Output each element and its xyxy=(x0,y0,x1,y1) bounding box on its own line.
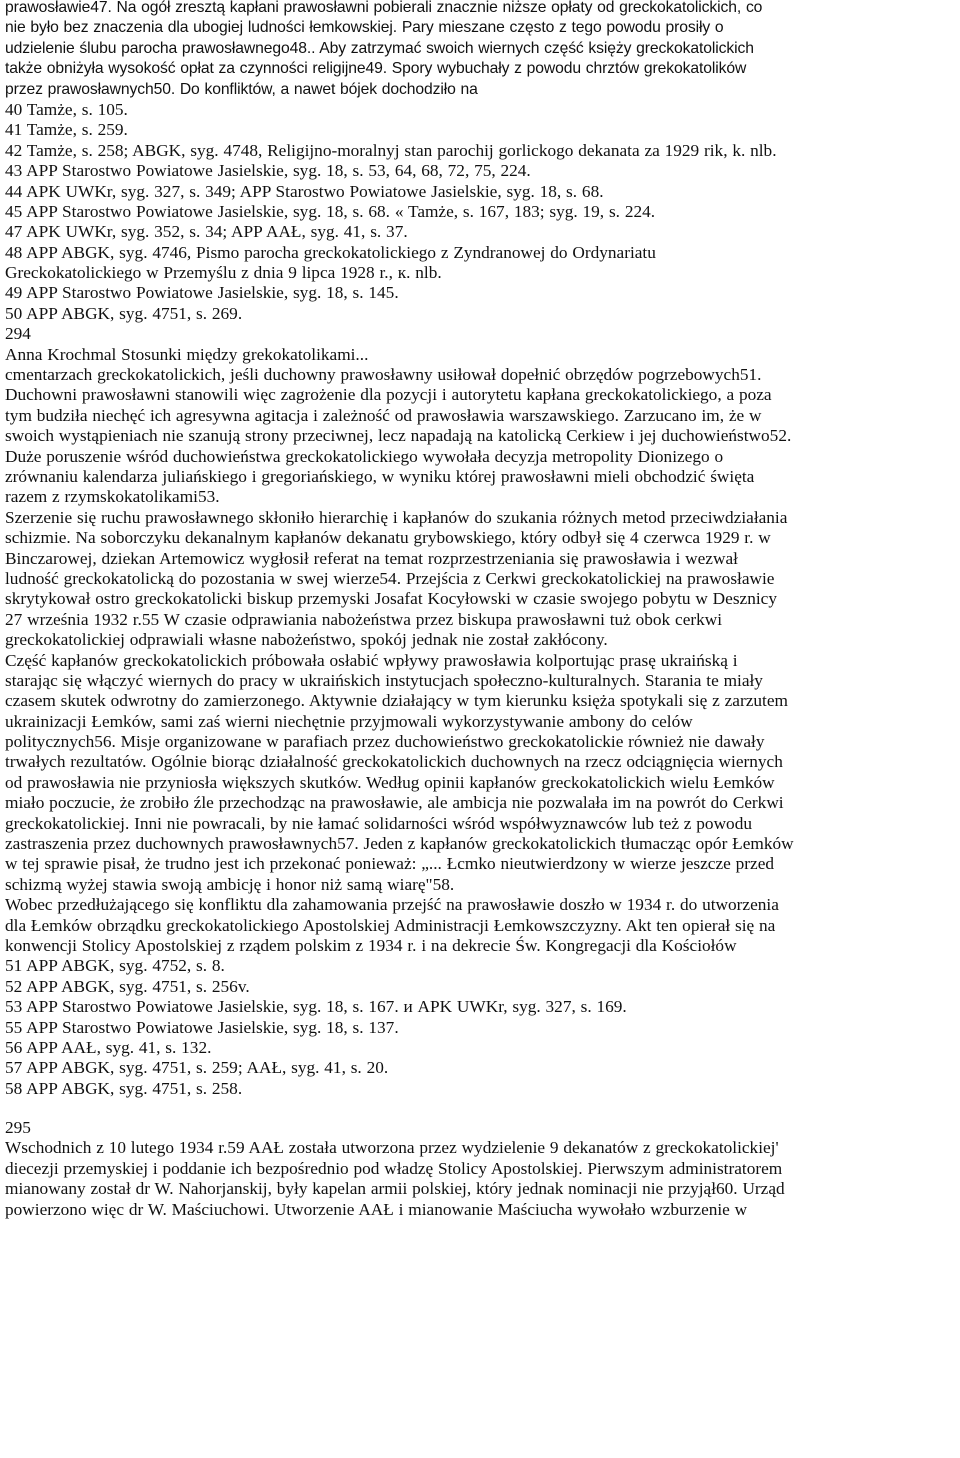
text-line: konwencji Stolicy Apostolskiej z rządem polskim z 1934 r. i na dekrecie Św. Kongregacji dla Kościołów xyxy=(5,935,737,955)
footnote: 49 APP Starostwo Powiatowe Jasielskie, syg. 18, s. 145. xyxy=(5,283,399,303)
text-line: politycznych56. Misje organizowane w parafiach przez duchowieństwo greckokatolickie również nie dawały xyxy=(5,732,765,752)
text-line: dla Łemków obrządku greckokatolickiego Apostolskiej Administracji Łemkowszczyzny. Akt ten opierał się na xyxy=(5,915,776,935)
footnote: 44 APK UWKr, syg. 327, s. 349; APP Starostwo Powiatowe Jasielskie, syg. 18, s. 68. xyxy=(5,181,604,201)
text-line: Duchowni prawosławni stanowili więc zagrożenie dla pozycji i autorytetu kapłana greckokatolickiego, a poza xyxy=(5,385,772,405)
text-line: zrównaniu kalendarza juliańskiego i gregoriańskiego, w wyniku której prawosławni mieli obchodzić święta xyxy=(5,466,755,486)
text-line: ludność greckokatolicką do pozostania w swej wierze54. Przejścia z Cerkwi greckokatolickiej na prawosławie xyxy=(5,568,775,588)
text-line: także obniżyła wysokość opłat za czynności religijne49. Spory wybuchały z powodu chrztów grekokatolików xyxy=(5,60,747,78)
text-line: Duże poruszenie wśród duchowieństwa greckokatolickiego wywołała decyzja metropolity Dionizego o xyxy=(5,446,724,466)
footnote: Greckokatolickiego w Przemyślu z dnia 9 lipca 1928 r., к. nlb. xyxy=(5,263,442,283)
text-line: od prawosławia nie przyniosła większych skutków. Według opinii kapłanów greckokatolickich wielu Łemków xyxy=(5,772,775,792)
text-line: greckokatolickiej odprawiali własne nabożeństwo, spokój jednak nie został zakłócony. xyxy=(5,630,608,650)
footnote: 48 APP ABGK, syg. 4746, Pismo parocha greckokatolickiego z Zyndranowej do Ordynariatu xyxy=(5,242,656,262)
text-line: Szerzenie się ruchu prawosławnego skłoniło hierarchię i kapłanów do szukania różnych metod przeciwdziałania xyxy=(5,507,788,527)
footnote: 57 APP ABGK, syg. 4751, s. 259; AAŁ, syg. 41, s. 20. xyxy=(5,1058,389,1078)
footnote: 53 APP Starostwo Powiatowe Jasielskie, syg. 18, s. 167. и APK UWKr, syg. 327, s. 169. xyxy=(5,997,627,1017)
text-line: tym budziła niechęć ich agresywna agitacja i zależność od prawosławia warszawskiego. Zarzucano im, że w xyxy=(5,405,762,425)
footnote: 47 APK UWKr, syg. 352, s. 34; APP AAŁ, syg. 41, s. 37. xyxy=(5,222,408,242)
text-line: prawosławie47. Na ogół zresztą kapłani prawosławni pobierali znacznie niższe opłaty od greckokatolickich, co xyxy=(5,0,763,16)
blank-gap xyxy=(5,1099,960,1118)
footnote: 45 APP Starostwo Powiatowe Jasielskie, syg. 18, s. 68. « Tamże, s. 167, 183; syg. 19, s. 224. xyxy=(5,201,656,221)
text-line: schizmą wyżej stawia swoją ambicję i honor niż samą wiarę"58. xyxy=(5,874,455,894)
footnote: 58 APP ABGK, syg. 4751, s. 258. xyxy=(5,1078,243,1098)
footnotes-block-b xyxy=(5,956,960,1099)
text-line: schizmie. Na soborczyku dekanalnym kapłanów dekanatu grybowskiego, który odbył się 4 czerwca 1929 r. w xyxy=(5,528,771,548)
text-line: Binczarowej, dziekan Artemowicz wygłosił referat na temat rozprzestrzeniania się prawosławia i wezwał xyxy=(5,548,738,568)
footnote: 52 APP ABGK, syg. 4751, s. 256v. xyxy=(5,976,250,996)
text-line: powierzono więc dr W. Maściuchowi. Utworzenie AAŁ i mianowanie Maściucha wywołało wzburzenie w xyxy=(5,1199,748,1219)
text-line: udzielenie ślubu parocha prawosławnego48.. Aby zatrzymać swoich wiernych część księży greckokatolickich xyxy=(5,39,754,57)
footnote: 40 Tamże, s. 105. xyxy=(5,99,128,119)
document-page xyxy=(5,0,960,1220)
closing-paragraph xyxy=(5,1138,960,1220)
text-line: Wschodnich z 10 lutego 1934 r.59 AAŁ została utworzona przez wydzielenie 9 dekanatów z greckokatolickiej' xyxy=(5,1138,779,1158)
text-line: Część kapłanów greckokatolickich próbowała osłabić wpływy prawosławia kolportując prasę ukraińską i xyxy=(5,650,738,670)
footnote: 56 APP AAŁ, syg. 41, s. 132. xyxy=(5,1037,212,1057)
running-header: Anna Krochmal Stosunki między grekokatolikami... xyxy=(5,344,369,364)
body-paragraphs xyxy=(5,365,960,956)
text-line: 27 września 1932 r.55 W czasie odprawiania nabożeństwa przez biskupa prawosławni tuż obok cerkwi xyxy=(5,609,723,629)
page-number: 295 xyxy=(5,1118,31,1138)
footnote: 42 Tamże, s. 258; ABGK, syg. 4748, Religijno-moralnyj stan parochij gorlickogo dekanata za 1929 rik, k. nlb. xyxy=(5,140,777,160)
top-paragraph xyxy=(5,0,960,100)
text-line: ukrainizacji Łemków, sami zaś wierni niechętnie przyjmowali wykorzystywanie ambony do celów xyxy=(5,711,693,731)
footnote: 43 APP Starostwo Powiatowe Jasielskie, syg. 18, s. 53, 64, 68, 72, 75, 224. xyxy=(5,161,531,181)
text-line: czasem skutek odwrotny do zamierzonego. Aktywnie działający w tym kierunku księża spotykali się z zarzutem xyxy=(5,691,788,711)
text-line: miało poczucie, że zrobiło źle przechodząc na prawosławie, ale ambicja nie pozwalała im na powrót do Cerkwi xyxy=(5,793,784,813)
text-line: przez prawosławnych50. Do konfliktów, a nawet bójek dochodziło na xyxy=(5,80,478,98)
text-line: swoich wystąpieniach nie szanują strony przeciwnej, lecz napadają na katolicką Cerkiew i jej duchowieństwo52. xyxy=(5,426,792,446)
footnote: 55 APP Starostwo Powiatowe Jasielskie, syg. 18, s. 137. xyxy=(5,1017,399,1037)
text-line: skrytykował ostro greckokatolicki biskup przemyski Josafat Kocyłowski w czasie swojego pobytu w Desznicy xyxy=(5,589,777,609)
text-line: diecezji przemyskiej i poddanie ich bezpośrednio pod władzę Stolicy Apostolskiej. Pierwszym administratorem xyxy=(5,1158,783,1178)
text-line: starając się włączyć wiernych do pracy w ukraińskich instytucjach społeczno-kulturalnych. Starania te miały xyxy=(5,670,763,690)
text-line: nie było bez znaczenia dla ubogiej ludności łemkowskiej. Pary mieszane często z tego powodu prosiły o xyxy=(5,19,724,37)
text-line: w tej sprawie pisał, że trudno jest ich przekonać ponieważ: „... Łcmko nieutwierdzony w wierze jeszcze przed xyxy=(5,854,775,874)
footnote: 51 APP ABGK, syg. 4752, s. 8. xyxy=(5,956,225,976)
footnote: 50 APP ABGK, syg. 4751, s. 269. xyxy=(5,303,243,323)
text-line: cmentarzach greckokatolickich, jeśli duchowny prawosławny usiłował dopełnić obrzędów pogrzebowych51. xyxy=(5,365,762,385)
page-number: 294 xyxy=(5,324,31,344)
footnote: 41 Tamże, s. 259. xyxy=(5,120,128,140)
text-line: Wobec przedłużającego się konfliktu dla zahamowania przejść na prawosławie doszło w 1934 r. do utworzenia xyxy=(5,895,779,915)
text-line: mianowany został dr W. Nahorjanskij, były kapelan armii polskiej, który jednak nominacji nie przyjął60. Urząd xyxy=(5,1179,785,1199)
text-line: zastraszenia przez duchownych prawosławnych57. Jeden z kapłanów greckokatolickich tłumacząc opór Łemków xyxy=(5,834,794,854)
footnotes-block-a xyxy=(5,100,960,324)
text-line: trwałych rezultatów. Ogólnie biorąc działalność greckokatolickich duchownych na rzecz odciągnięcia wiernych xyxy=(5,752,783,772)
text-line: razem z rzymskokatolikami53. xyxy=(5,487,220,507)
text-line: greckokatolickiej. Inni nie powracali, by nie łamać solidarności wśród współwyznawców lub też z powodu xyxy=(5,813,752,833)
